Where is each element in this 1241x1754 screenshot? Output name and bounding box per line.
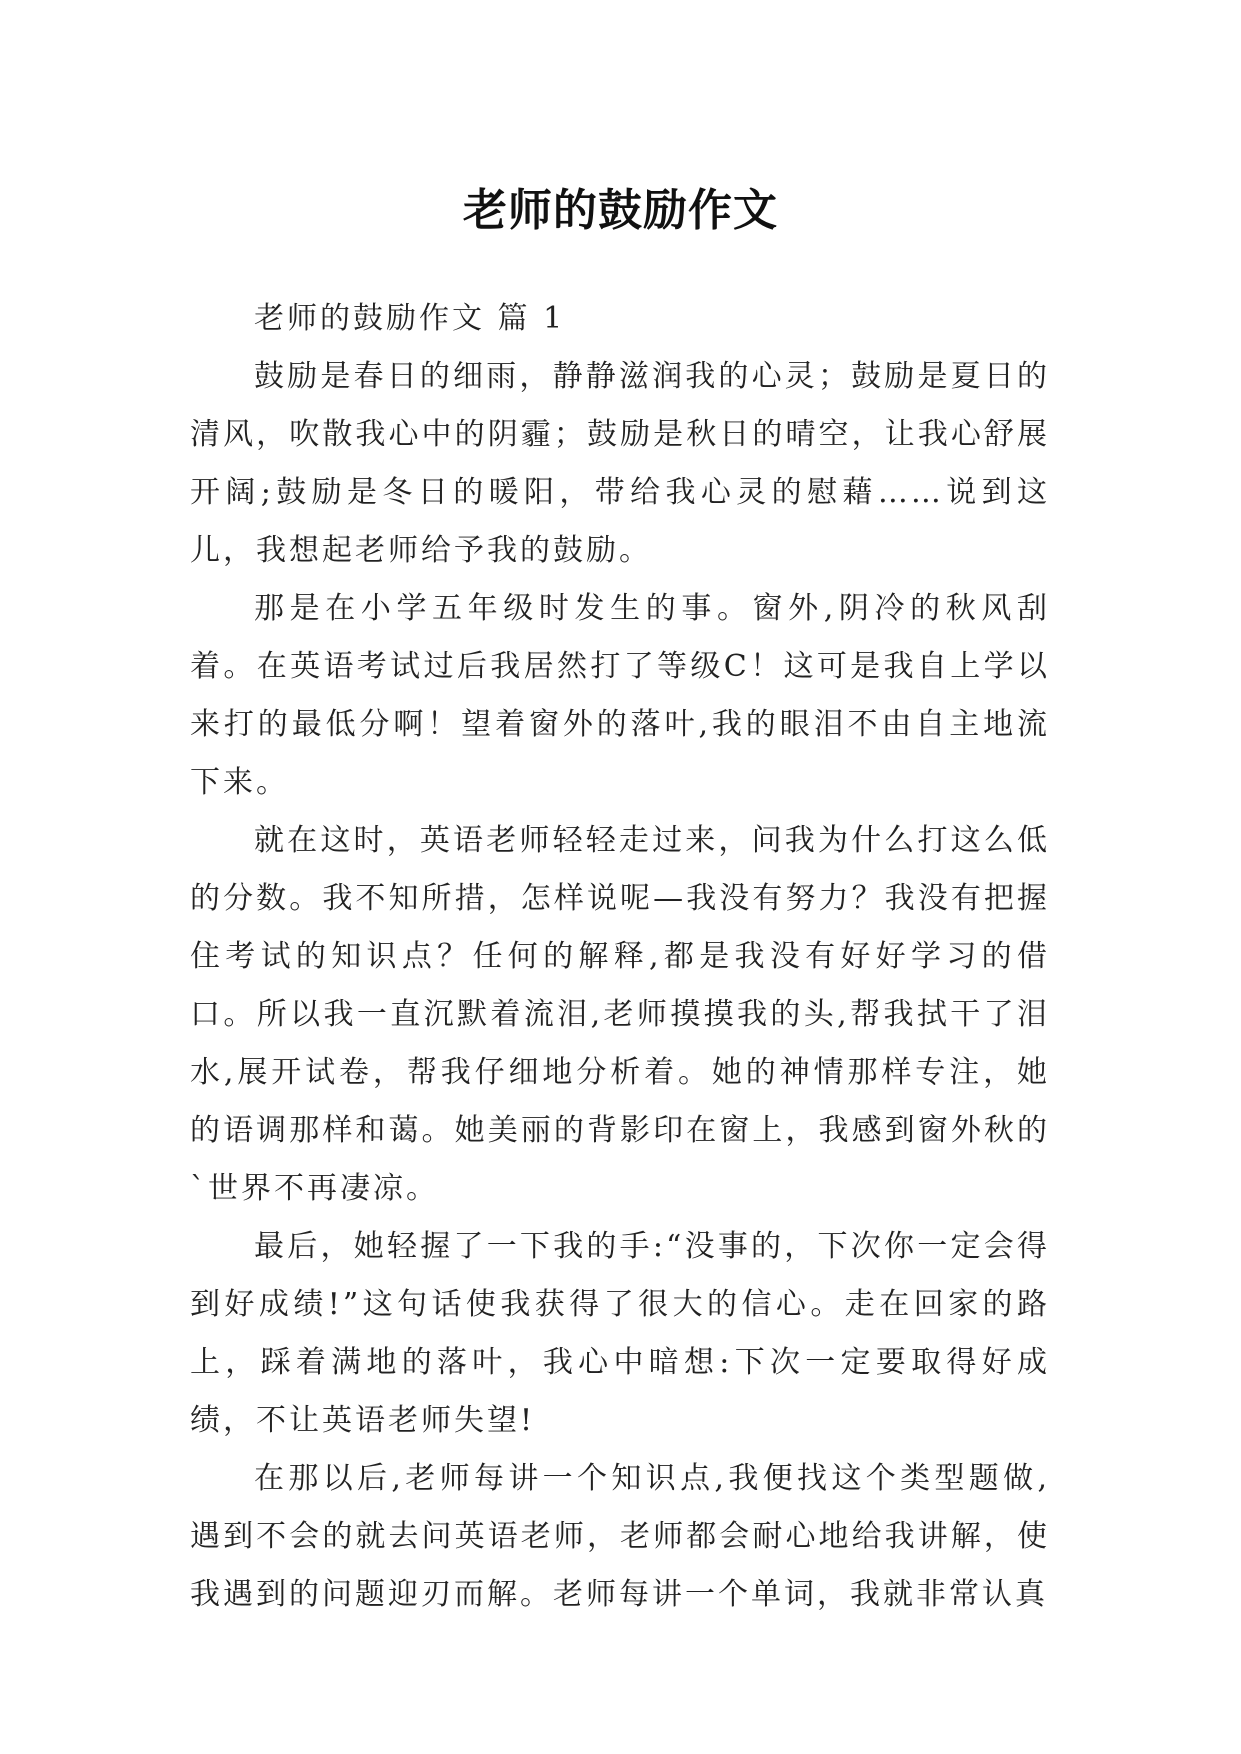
paragraph-1: 鼓励是春日的细雨，静静滋润我的心灵；鼓励是夏日的清风，吹散我心中的阴霾；鼓励是秋日的晴空，让我心舒展开阔;鼓励是冬日的暖阳，带给我心灵的慰藉……说到这儿，我想起老师给予我的鼓励。 bbox=[190, 359, 1050, 568]
document-title: 老师的鼓励作文 bbox=[463, 185, 778, 237]
paragraph-2: 那是在小学五年级时发生的事。窗外,阴冷的秋风刮着。在英语考试过后我居然打了等级C！这可是我自上学以来打的最低分啊！望着窗外的落叶,我的眼泪不由自主地流下来。 bbox=[190, 591, 1050, 800]
paragraph-4: 最后，她轻握了一下我的手:“没事的，下次你一定会得到好成绩!”这句话使我获得了很大的信心。走在回家的路上，踩着满地的落叶，我心中暗想:下次一定要取得好成绩，不让英语老师失望! bbox=[190, 1229, 1050, 1438]
document-body bbox=[190, 290, 1050, 1624]
section-heading: 老师的鼓励作文 篇 1 bbox=[254, 301, 566, 336]
paragraph-3: 就在这时，英语老师轻轻走过来，问我为什么打这么低的分数。我不知所措，怎样说呢—我没有努力？我没有把握住考试的知识点？任何的解释,都是我没有好好学习的借口。所以我一直沉默着流泪,老师摸摸我的头,帮我拭干了泪水,展开试卷，帮我仔细地分析着。她的神情那样专注，她的语调那样和蔼。她美丽的背影印在窗上，我感到窗外秋的`世界不再凄凉。 bbox=[190, 823, 1050, 1206]
paragraph-5: 在那以后,老师每讲一个知识点,我便找这个类型题做,遇到不会的就去问英语老师，老师都会耐心地给我讲解，使我遇到的问题迎刃而解。老师每讲一个单词，我就非常认真 bbox=[190, 1461, 1050, 1612]
